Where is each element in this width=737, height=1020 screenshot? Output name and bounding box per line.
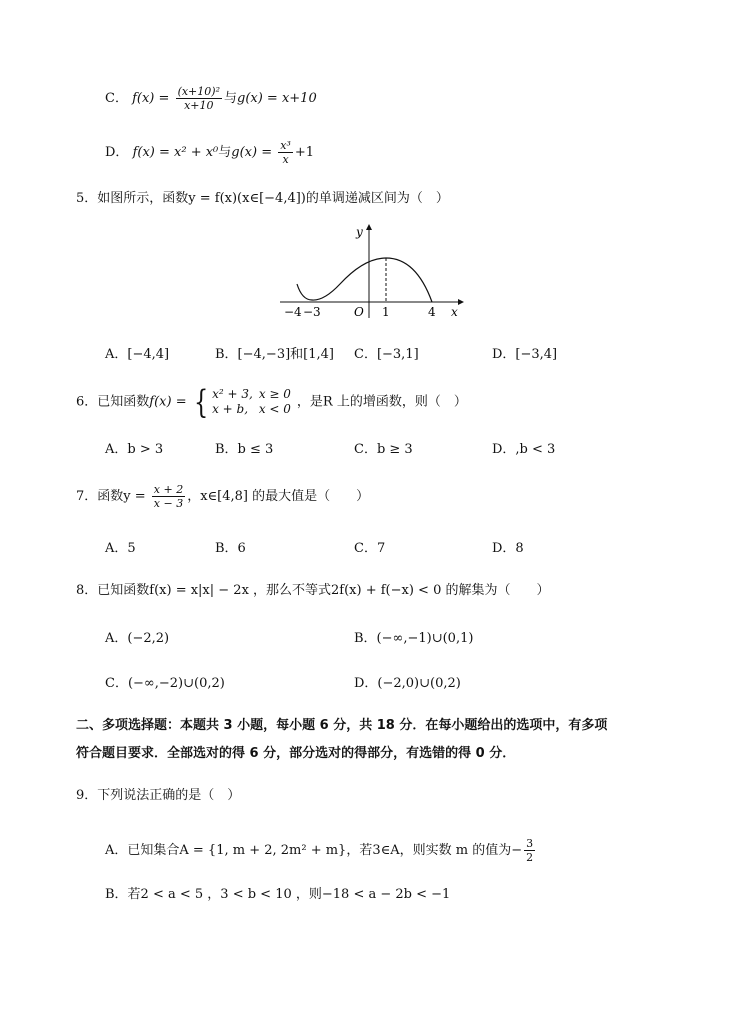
y-axis-label: y bbox=[356, 225, 363, 239]
section-heading-line2: 符合题目要求．全部选对的得 6 分，部分选对的得部分，有选错的得 0 分． bbox=[76, 746, 516, 761]
q5-option-c: C．[−3,1] bbox=[354, 347, 419, 362]
fraction bbox=[176, 86, 222, 111]
origin-label: O bbox=[354, 305, 364, 319]
stem-text: 6．已知函数 bbox=[76, 394, 150, 410]
case-condition: x ≥ 0 bbox=[258, 387, 291, 401]
option-text: A．已知集合A = {1, m + 2, 2m² + m}，若3∈A，则实数 m 的值为− bbox=[105, 843, 523, 858]
q8-option-c: C．(−∞,−2)∪(0,2) bbox=[105, 676, 225, 691]
q8-stem: 8．已知函数f(x) = x|x| − 2x ，那么不等式2f(x) + f(−x) < 0 的解集为（ ） bbox=[76, 583, 550, 598]
yu-text: 与 bbox=[223, 91, 237, 106]
stem-text: ，x∈[4,8] 的最大值是（ ） bbox=[187, 489, 370, 504]
q8-option-a: A．(−2,2) bbox=[105, 631, 170, 646]
case-expression: x² + 3, bbox=[212, 387, 253, 401]
x-axis-arrow-icon bbox=[458, 299, 464, 305]
q6-option-a: A．b > 3 bbox=[105, 442, 164, 457]
q4-option-c bbox=[105, 86, 317, 111]
q7-option-d: D．8 bbox=[492, 541, 524, 556]
case-expression: x + b, bbox=[212, 402, 249, 416]
fraction bbox=[152, 484, 185, 509]
fx-text: f(x) = bbox=[149, 394, 191, 410]
stem-text: ，是R 上的增函数，则（ ） bbox=[296, 394, 467, 410]
q7-option-a: A．5 bbox=[105, 541, 136, 556]
tick-label: 4 bbox=[428, 305, 436, 319]
tail-text: +1 bbox=[294, 145, 315, 160]
q9-stem: 9．下列说法正确的是（ ） bbox=[76, 788, 241, 803]
fraction-numerator: x³ bbox=[280, 139, 291, 152]
gx-text: g(x) = bbox=[231, 145, 277, 160]
y-axis-arrow-icon bbox=[366, 224, 372, 230]
fraction-denominator: 2 bbox=[526, 851, 534, 864]
q8-option-b: B．(−∞,−1)∪(0,1) bbox=[354, 631, 474, 646]
q6-stem bbox=[76, 383, 467, 421]
option-label: C． bbox=[105, 91, 128, 106]
q5-option-b: B．[−4,−3]和[1,4] bbox=[215, 347, 334, 362]
left-brace: { bbox=[193, 383, 209, 421]
fraction-numerator: (x+10)² bbox=[177, 85, 220, 98]
fx-text: f(x) bbox=[132, 91, 155, 106]
case-condition: x < 0 bbox=[258, 402, 291, 416]
gx-text: g(x) = x+10 bbox=[237, 91, 317, 106]
tick-label: −4 bbox=[284, 305, 302, 319]
q5-option-d: D．[−3,4] bbox=[492, 347, 558, 362]
q4-option-d bbox=[105, 140, 314, 165]
fraction bbox=[278, 140, 293, 165]
q5-option-a: A．[−4,4] bbox=[105, 347, 170, 362]
fraction-denominator: x+10 bbox=[184, 99, 214, 112]
yu-text: 与 bbox=[218, 145, 232, 160]
function-graph bbox=[276, 222, 466, 322]
section-heading-line1: 二、多项选择题：本题共 3 小题，每小题 6 分，共 18 分．在每小题给出的选项中，有多项 bbox=[76, 718, 608, 733]
tick-label: −3 bbox=[303, 305, 321, 319]
q6-option-b: B．b ≤ 3 bbox=[215, 442, 274, 457]
fraction-denominator: x bbox=[282, 153, 289, 166]
piecewise-cases bbox=[212, 387, 297, 417]
q9-option-b: B．若2 < a < 5 ，3 < b < 10 ，则−18 < a − 2b < −1 bbox=[105, 887, 451, 902]
q9-option-a bbox=[105, 838, 537, 863]
stem-text: 7．函数y = bbox=[76, 489, 150, 504]
q8-option-d: D．(−2,0)∪(0,2) bbox=[354, 676, 461, 691]
fraction-denominator: x − 3 bbox=[153, 497, 184, 510]
x-axis-label: x bbox=[451, 305, 458, 319]
q6-option-d: D．,b < 3 bbox=[492, 442, 556, 457]
q7-stem bbox=[76, 484, 369, 509]
fraction-numerator: x + 2 bbox=[153, 483, 184, 496]
q6-option-c: C．b ≥ 3 bbox=[354, 442, 413, 457]
q5-stem: 5．如图所示，函数y = f(x)(x∈[−4,4])的单调递减区间为（ ） bbox=[76, 191, 449, 206]
q7-option-c: C．7 bbox=[354, 541, 386, 556]
fraction-numerator: 3 bbox=[526, 837, 534, 850]
fraction bbox=[524, 838, 535, 863]
option-label: D． bbox=[105, 145, 129, 160]
fx-text: f(x) = x² + x⁰ bbox=[132, 145, 219, 160]
tick-label: 1 bbox=[382, 305, 390, 319]
q7-option-b: B．6 bbox=[215, 541, 246, 556]
function-curve bbox=[297, 258, 432, 302]
eq-text: = bbox=[154, 91, 174, 106]
